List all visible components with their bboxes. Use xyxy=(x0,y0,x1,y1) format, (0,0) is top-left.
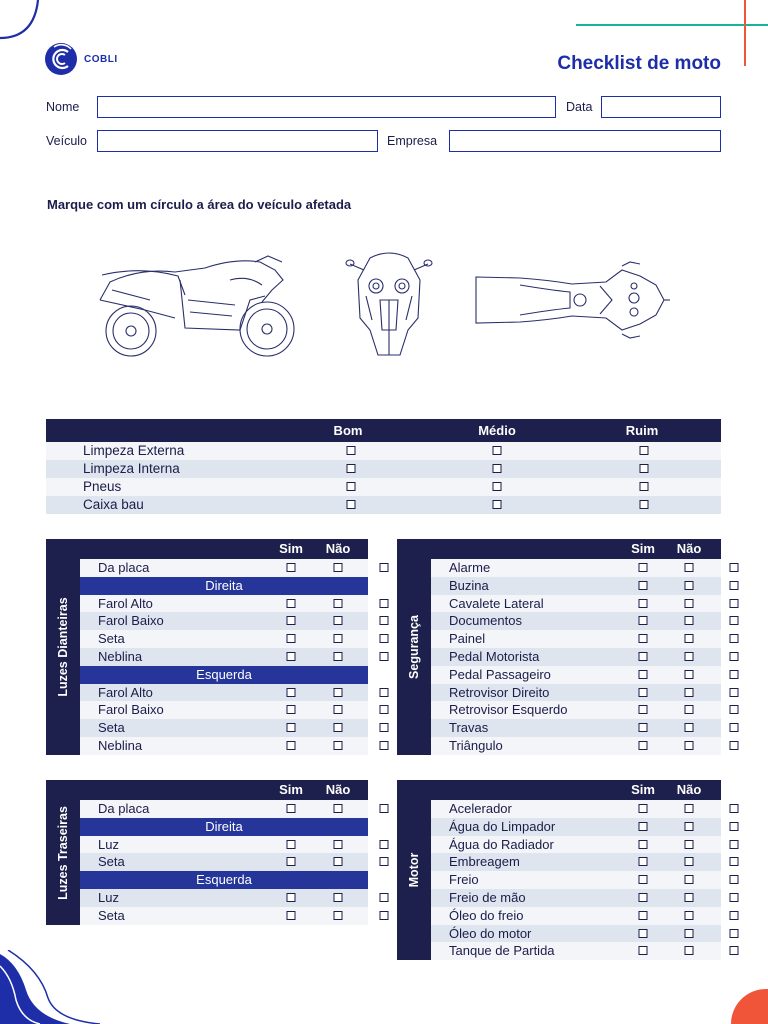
checkbox-na[interactable] xyxy=(380,804,389,813)
checkbox-nao[interactable] xyxy=(334,840,343,849)
col-na: N/A xyxy=(722,782,746,797)
list-item xyxy=(80,800,368,818)
checkbox-sim[interactable] xyxy=(639,723,648,732)
checkbox-nao[interactable] xyxy=(685,688,694,697)
section-title: Segurança xyxy=(407,615,421,679)
checkbox-na[interactable] xyxy=(730,634,739,643)
seguranca-panel xyxy=(397,539,746,755)
condition-col-ruim: Ruim xyxy=(625,423,659,438)
list-item xyxy=(431,648,721,666)
luzes-dianteiras-body xyxy=(80,539,396,755)
checkbox-sim[interactable] xyxy=(287,857,296,866)
item-label: Tanque de Partida xyxy=(449,943,555,959)
list-item xyxy=(80,701,368,719)
section-title: Luzes Dianteiras xyxy=(56,597,70,697)
checkbox-na[interactable] xyxy=(730,599,739,608)
item-label: Painel xyxy=(449,631,486,647)
checkbox-nao[interactable] xyxy=(685,741,694,750)
condition-row-label: Limpeza Externa xyxy=(83,443,185,458)
section-title-bar xyxy=(46,780,80,925)
item-label: Água do Limpador xyxy=(449,818,556,834)
item-label: Documentos xyxy=(449,613,522,629)
list-item xyxy=(80,684,368,702)
checkbox-na[interactable] xyxy=(730,893,739,902)
checkbox-nao[interactable] xyxy=(685,723,694,732)
list-item xyxy=(80,836,368,854)
checkbox-nao[interactable] xyxy=(334,911,343,920)
checkbox-nao[interactable] xyxy=(334,857,343,866)
checkbox-medio[interactable] xyxy=(493,500,502,509)
data-label: Data xyxy=(566,100,593,114)
motorcycle-top-view-icon xyxy=(476,262,670,338)
checkbox-medio[interactable] xyxy=(493,446,502,455)
item-label: Farol Baixo xyxy=(98,613,164,629)
item-label: Triângulo xyxy=(449,737,503,753)
list-item xyxy=(431,684,721,702)
list-item xyxy=(80,719,368,737)
list-item xyxy=(431,889,721,907)
section-title-bar xyxy=(397,539,431,755)
checkbox-sim[interactable] xyxy=(639,929,648,938)
checkbox-na[interactable] xyxy=(730,911,739,920)
seguranca-body xyxy=(431,539,746,755)
checkbox-na[interactable] xyxy=(730,616,739,625)
checkbox-sim[interactable] xyxy=(639,599,648,608)
condition-row xyxy=(46,478,721,496)
luzes-dianteiras-panel xyxy=(46,539,396,755)
checkbox-na[interactable] xyxy=(730,705,739,714)
checkbox-na[interactable] xyxy=(730,929,739,938)
checkbox-sim[interactable] xyxy=(287,893,296,902)
list-item xyxy=(431,577,721,595)
condition-col-medio: Médio xyxy=(478,423,516,438)
item-label: Alarme xyxy=(449,560,491,575)
list-item xyxy=(80,630,368,648)
checkbox-sim[interactable] xyxy=(287,652,296,661)
item-label: Farol Alto xyxy=(98,684,153,700)
motor-body xyxy=(431,780,746,960)
motorcycle-front-view-icon xyxy=(346,253,432,355)
checkbox-sim[interactable] xyxy=(287,616,296,625)
checkbox-sim[interactable] xyxy=(639,840,648,849)
checkbox-sim[interactable] xyxy=(639,893,648,902)
checkbox-nao[interactable] xyxy=(334,563,343,572)
checkbox-medio[interactable] xyxy=(493,464,502,473)
checkbox-na[interactable] xyxy=(380,563,389,572)
checkbox-bom[interactable] xyxy=(347,446,356,455)
list-item xyxy=(80,737,368,755)
circle-bottom-right xyxy=(730,988,768,1024)
wave-bottom-left xyxy=(0,950,110,1024)
list-item xyxy=(431,925,721,943)
list-item xyxy=(80,595,368,613)
item-label: Da placa xyxy=(98,560,150,575)
checkbox-na[interactable] xyxy=(380,840,389,849)
checkbox-sim[interactable] xyxy=(639,875,648,884)
col-nao: Não xyxy=(676,541,702,556)
checkbox-nao[interactable] xyxy=(685,840,694,849)
section-header xyxy=(431,780,746,800)
checkbox-bom[interactable] xyxy=(347,500,356,509)
section-title: Luzes Traseiras xyxy=(56,805,70,900)
list-item xyxy=(80,853,368,871)
checkbox-na[interactable] xyxy=(380,705,389,714)
checkbox-sim[interactable] xyxy=(639,688,648,697)
section-title: Motor xyxy=(407,852,421,888)
group-header-esquerda: Esquerda xyxy=(80,871,368,889)
condition-row xyxy=(46,496,721,514)
checkbox-nao[interactable] xyxy=(685,857,694,866)
empresa-label: Empresa xyxy=(387,134,438,148)
col-na: N/A xyxy=(372,782,396,797)
checkbox-na[interactable] xyxy=(730,741,739,750)
col-na: N/A xyxy=(372,541,396,556)
list-item xyxy=(80,612,368,630)
luzes-traseiras-panel xyxy=(46,780,396,925)
list-item xyxy=(431,907,721,925)
col-sim: Sim xyxy=(631,782,655,797)
condition-row xyxy=(46,442,721,460)
item-label: Seta xyxy=(98,631,125,647)
list-item xyxy=(431,719,721,737)
checkbox-nao[interactable] xyxy=(334,652,343,661)
checkbox-nao[interactable] xyxy=(685,563,694,572)
checkbox-nao[interactable] xyxy=(334,804,343,813)
checkbox-na[interactable] xyxy=(380,893,389,902)
checkbox-sim[interactable] xyxy=(639,822,648,831)
section-title-bar xyxy=(397,780,431,960)
item-label: Óleo do motor xyxy=(449,925,532,941)
checkbox-medio[interactable] xyxy=(493,482,502,491)
checkbox-na[interactable] xyxy=(730,857,739,866)
motorcycle-views[interactable] xyxy=(0,0,768,380)
item-label: Freio de mão xyxy=(449,889,526,905)
checkbox-sim[interactable] xyxy=(639,946,648,955)
checkbox-sim[interactable] xyxy=(287,634,296,643)
checkbox-na[interactable] xyxy=(730,670,739,679)
motor-panel xyxy=(397,780,746,960)
checkbox-sim[interactable] xyxy=(287,688,296,697)
col-sim: Sim xyxy=(279,782,303,797)
list-item xyxy=(431,737,721,755)
checkbox-na[interactable] xyxy=(380,857,389,866)
checkbox-nao[interactable] xyxy=(334,616,343,625)
checkbox-bom[interactable] xyxy=(347,464,356,473)
checkbox-nao[interactable] xyxy=(685,581,694,590)
checkbox-nao[interactable] xyxy=(685,652,694,661)
checkbox-nao[interactable] xyxy=(685,822,694,831)
checkbox-sim[interactable] xyxy=(639,741,648,750)
checkbox-sim[interactable] xyxy=(287,911,296,920)
condition-row-label: Caixa bau xyxy=(83,497,144,512)
item-label: Óleo do freio xyxy=(449,907,524,923)
checkbox-sim[interactable] xyxy=(287,804,296,813)
checkbox-sim[interactable] xyxy=(287,563,296,572)
checkbox-sim[interactable] xyxy=(639,652,648,661)
checkbox-ruim[interactable] xyxy=(640,446,649,455)
checkbox-na[interactable] xyxy=(730,804,739,813)
group-header-direita: Direita xyxy=(80,818,368,836)
checkbox-nao[interactable] xyxy=(334,634,343,643)
list-item xyxy=(80,907,368,925)
checkbox-ruim[interactable] xyxy=(640,464,649,473)
checkbox-na[interactable] xyxy=(380,616,389,625)
checkbox-sim[interactable] xyxy=(287,840,296,849)
checkbox-sim[interactable] xyxy=(639,857,648,866)
instruction-text: Marque com um círculo a área do veículo afetada xyxy=(47,197,352,212)
item-label: Seta xyxy=(98,720,125,736)
checkbox-ruim[interactable] xyxy=(640,500,649,509)
checkbox-na[interactable] xyxy=(380,723,389,732)
item-label: Travas xyxy=(449,720,489,736)
list-item xyxy=(431,800,721,818)
col-sim: Sim xyxy=(631,541,655,556)
list-item xyxy=(431,666,721,684)
checkbox-bom[interactable] xyxy=(347,482,356,491)
list-item xyxy=(431,871,721,889)
item-label: Água do Radiador xyxy=(449,836,554,852)
item-label: Cavalete Lateral xyxy=(449,595,544,611)
item-label: Luz xyxy=(98,836,119,852)
condition-table xyxy=(46,419,721,514)
luzes-traseiras-body xyxy=(80,780,396,925)
motorcycle-side-view-icon xyxy=(100,256,294,356)
checkbox-nao[interactable] xyxy=(685,804,694,813)
checkbox-nao[interactable] xyxy=(685,946,694,955)
checkbox-sim[interactable] xyxy=(287,741,296,750)
checkbox-na[interactable] xyxy=(730,875,739,884)
checkbox-nao[interactable] xyxy=(334,599,343,608)
checkbox-sim[interactable] xyxy=(287,599,296,608)
item-label: Pedal Motorista xyxy=(449,648,540,664)
list-item xyxy=(431,701,721,719)
checkbox-na[interactable] xyxy=(380,599,389,608)
section-header xyxy=(431,539,746,559)
page-title: Checklist de moto xyxy=(557,53,721,74)
checkbox-na[interactable] xyxy=(730,652,739,661)
item-label: Neblina xyxy=(98,737,143,753)
condition-row-label: Limpeza Interna xyxy=(83,461,180,476)
checkbox-nao[interactable] xyxy=(685,705,694,714)
item-label: Da placa xyxy=(98,801,150,816)
list-item xyxy=(431,853,721,871)
checkbox-nao[interactable] xyxy=(685,616,694,625)
checkbox-na[interactable] xyxy=(380,634,389,643)
checkbox-na[interactable] xyxy=(730,946,739,955)
list-item xyxy=(431,818,721,836)
checkbox-nao[interactable] xyxy=(334,688,343,697)
item-label: Luz xyxy=(98,889,119,905)
checkbox-sim[interactable] xyxy=(287,705,296,714)
checkbox-nao[interactable] xyxy=(685,670,694,679)
checkbox-na[interactable] xyxy=(730,563,739,572)
checkbox-nao[interactable] xyxy=(334,723,343,732)
checkbox-nao[interactable] xyxy=(685,893,694,902)
group-header-direita: Direita xyxy=(80,577,368,595)
checkbox-nao[interactable] xyxy=(685,929,694,938)
checkbox-na[interactable] xyxy=(730,688,739,697)
veiculo-label: Veículo xyxy=(46,134,88,148)
col-sim: Sim xyxy=(279,541,303,556)
checkbox-ruim[interactable] xyxy=(640,482,649,491)
item-label: Seta xyxy=(98,907,125,923)
checkbox-sim[interactable] xyxy=(639,804,648,813)
nome-label: Nome xyxy=(46,100,80,114)
group-header-esquerda: Esquerda xyxy=(80,666,368,684)
checkbox-nao[interactable] xyxy=(685,875,694,884)
section-title-bar xyxy=(46,539,80,755)
col-nao: Não xyxy=(676,782,702,797)
item-label: Buzina xyxy=(449,577,489,593)
condition-row xyxy=(46,460,721,478)
checkbox-sim[interactable] xyxy=(639,670,648,679)
item-label: Neblina xyxy=(98,648,143,664)
list-item xyxy=(431,559,721,577)
checkbox-nao[interactable] xyxy=(685,634,694,643)
checkbox-na[interactable] xyxy=(730,581,739,590)
list-item xyxy=(431,836,721,854)
brand-name: COBLI xyxy=(84,53,118,65)
checkbox-na[interactable] xyxy=(380,911,389,920)
checkbox-sim[interactable] xyxy=(639,563,648,572)
item-label: Farol Alto xyxy=(98,595,153,611)
item-label: Retrovisor Direito xyxy=(449,684,550,700)
condition-row-label: Pneus xyxy=(83,479,122,494)
checkbox-nao[interactable] xyxy=(334,893,343,902)
checkbox-sim[interactable] xyxy=(639,634,648,643)
section-header xyxy=(80,539,396,559)
list-item xyxy=(80,559,368,577)
checkbox-na[interactable] xyxy=(730,822,739,831)
checkbox-sim[interactable] xyxy=(287,723,296,732)
list-item xyxy=(431,595,721,613)
checkbox-sim[interactable] xyxy=(639,581,648,590)
condition-table-header xyxy=(46,419,721,442)
list-item xyxy=(80,648,368,666)
list-item xyxy=(431,612,721,630)
checkbox-sim[interactable] xyxy=(639,911,648,920)
item-label: Freio xyxy=(449,872,479,888)
list-item xyxy=(80,889,368,907)
checkbox-nao[interactable] xyxy=(685,911,694,920)
col-na: N/A xyxy=(722,541,746,556)
item-label: Pedal Passageiro xyxy=(449,666,551,682)
item-label: Seta xyxy=(98,854,125,870)
checkbox-nao[interactable] xyxy=(334,741,343,750)
checkbox-na[interactable] xyxy=(730,723,739,732)
item-label: Retrovisor Esquerdo xyxy=(449,702,568,718)
checkbox-nao[interactable] xyxy=(685,599,694,608)
col-nao: Não xyxy=(325,541,351,556)
list-item xyxy=(431,942,721,960)
checkbox-sim[interactable] xyxy=(639,616,648,625)
item-label: Acelerador xyxy=(449,801,512,816)
item-label: Embreagem xyxy=(449,854,520,870)
checkbox-na[interactable] xyxy=(380,688,389,697)
checkbox-na[interactable] xyxy=(380,741,389,750)
list-item xyxy=(431,630,721,648)
item-label: Farol Baixo xyxy=(98,702,164,718)
checkbox-na[interactable] xyxy=(730,840,739,849)
col-nao: Não xyxy=(325,782,351,797)
condition-col-bom: Bom xyxy=(333,423,363,438)
section-header xyxy=(80,780,396,800)
checkbox-sim[interactable] xyxy=(639,705,648,714)
checkbox-na[interactable] xyxy=(380,652,389,661)
checkbox-nao[interactable] xyxy=(334,705,343,714)
